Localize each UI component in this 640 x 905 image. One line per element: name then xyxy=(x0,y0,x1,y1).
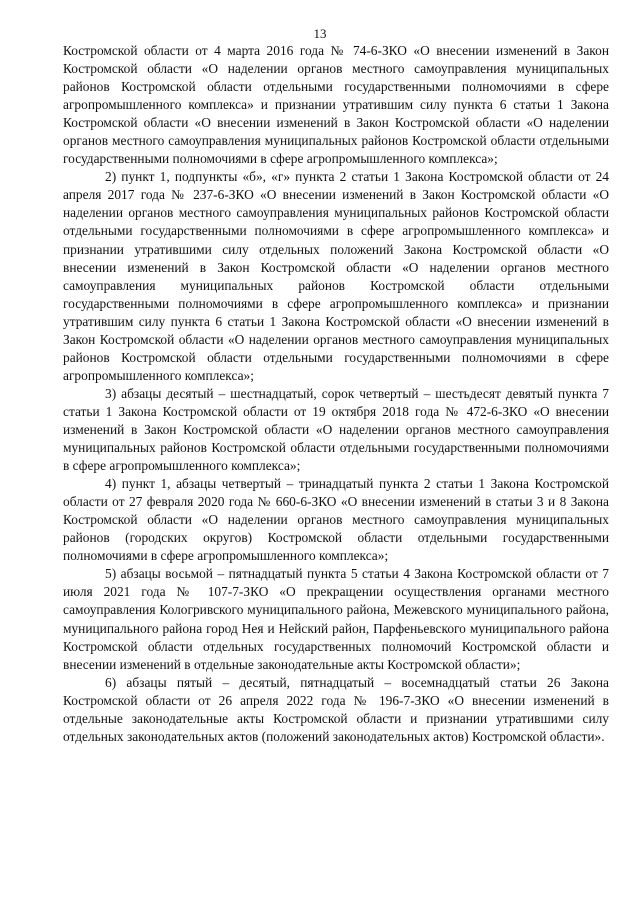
page-number: 13 xyxy=(313,26,327,41)
list-item-6: 6) абзацы пятый – десятый, пятнадцатый – восемнадцатый статьи 26 Закона Костромской области от 26 апреля 2022 года № 196-7-ЗКО «О внесении изменений в отдельные законодательные акты Костромской области и признании утратившими силу отдельных законодательных актов (положений законодательных актов) Костромской области». xyxy=(63,674,609,744)
list-item-4: 4) пункт 1, абзацы четвертый – тринадцатый пункта 2 статьи 1 Закона Костромской области от 27 февраля 2020 года № 660-6-ЗКО «О внесении изменений в статьи 3 и 8 Закона Костромской области «О наделении органов местного самоуправления муниципальных районов (городских округов) Костромской области отдельными государственными полномочиями в сфере агропромышленного комплекса»; xyxy=(63,476,609,564)
list-item-3: 3) абзацы десятый – шестнадцатый, сорок четвертый – шестьдесят девятый пункта 7 статьи 1 Закона Костромской области от 19 октября 2018 года № 472-6-ЗКО «О внесении изменений в Закон Костромской области «О наделении органов местного самоуправления муниципальных районов Костромской области отдельными государственными полномочиями в сфере агропромышленного комплекса»; xyxy=(63,385,609,474)
list-item-5: 5) абзацы восьмой – пятнадцатый пункта 5 статьи 4 Закона Костромской области от 7 июля 2021 года № 107-7-ЗКО «О прекращении осуществления органами местного самоуправления Кологривского муниципального района, Межевского муниципального района, муниципального района город Нея и Нейский район, Парфеньевского муниципального района Костромской области отдельных государственных полномочий Костромской области и внесении изменений в отдельные законодательные акты Костромской области»; xyxy=(63,566,609,672)
paragraph-continuation: Костромской области от 4 марта 2016 года № 74-6-ЗКО «О внесении изменений в Закон Костромской области «О наделении органов местного самоуправления муниципальных районов Костромской области отдельными государственными полномочиями в сфере агропромышленного комплекса» и признании утратившим силу пункта 6 статьи 1 Закона Костромской области «О внесении изменений в Закон Костромской области «О наделении органов местного самоуправления муниципальных районов Костромской области отдельными государственными полномочиями в сфере агропромышленного комплекса»; xyxy=(63,43,609,167)
list-item-2: 2) пункт 1, подпункты «б», «г» пункта 2 статьи 1 Закона Костромской области от 24 апреля 2017 года № 237-6-ЗКО «О внесении изменений в Закон Костромской области «О наделении органов местного самоуправления муниципальных районов Костромской области отдельными государственными полномочиями в сфере агропромышленного комплекса» и признании утратившими силу отдельных положений Закона Костромской области «О внесении изменений в Закон Костромской области «О наделении органов местного самоуправления муниципальных районов Костромской области отдельными государственными полномочиями в сфере агропромышленного комплекса» и признании утратившим силу пункта 6 статьи 1 Закона Костромской области «О внесении изменений в Закон Костромской области «О наделении органов местного самоуправления муниципальных районов Костромской области отдельными государственными полномочиями в сфере агропромышленного комплекса»; xyxy=(63,169,609,383)
body-text xyxy=(63,42,609,746)
